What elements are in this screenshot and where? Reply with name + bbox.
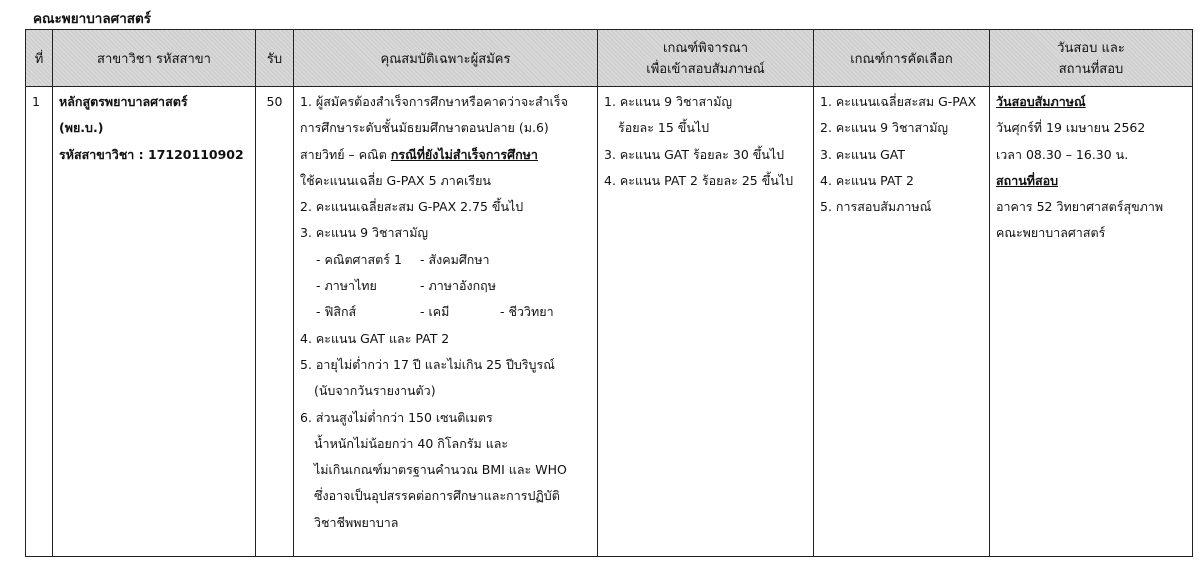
exam-place-title: สถานที่สอบ (996, 172, 1059, 188)
exam-place-line-2: คณะพยาบาลศาสตร์ (996, 225, 1106, 241)
table-row (26, 87, 1193, 557)
admission-table (25, 29, 1193, 557)
header-seats: รับ (256, 30, 294, 87)
subject-item (500, 273, 600, 299)
qual-line-14: วิชาชีพพยาบาล (314, 514, 399, 530)
qual-line-2: การศึกษาระดับชั้นมัธยมศึกษาตอนปลาย (ม.6) (300, 120, 549, 136)
interview-line-2: ร้อยละ 15 ขึ้นไป (618, 120, 710, 136)
interview-line-3: 3. คะแนน GAT ร้อยละ 30 ขึ้นไป (604, 146, 785, 162)
exam-time: เวลา 08.30 – 16.30 น. (996, 146, 1129, 162)
qual-line-6: 3. คะแนน 9 วิชาสามัญ (300, 225, 429, 241)
selection-line-5: 5. การสอบสัมภาษณ์ (820, 199, 932, 215)
qual-line-5: 2. คะแนนเฉลี่ยสะสม G-PAX 2.75 ขึ้นไป (300, 199, 524, 215)
header-exam-line1: วันสอบ และ (1057, 41, 1125, 56)
exam-place-line-1: อาคาร 52 วิทยาศาสตร์สุขภาพ (996, 199, 1164, 215)
header-exam (990, 30, 1193, 87)
cell-no (26, 87, 53, 557)
subject-item: - ชีววิทยา (500, 304, 554, 320)
cell-selection (814, 87, 990, 557)
qual-line-8: 5. อายุไม่ต่ำกว่า 17 ปี และไม่เกิน 25 ปีบริบูรณ์ (300, 356, 555, 372)
header-qualifications: คุณสมบัติเฉพาะผู้สมัคร (294, 30, 598, 87)
interview-line-1: 1. คะแนน 9 วิชาสามัญ (604, 94, 733, 109)
subject-item: - ฟิสิกส์ (316, 304, 357, 320)
qual-line-3 (300, 142, 591, 168)
cell-program (53, 87, 256, 557)
exam-date-title: วันสอบสัมภาษณ์ (996, 94, 1086, 109)
header-row (26, 30, 1193, 87)
cell-interview-criteria (598, 87, 814, 557)
interview-line-4: 4. คะแนน PAT 2 ร้อยละ 25 ขึ้นไป (604, 172, 794, 188)
qual-line-10: 6. ส่วนสูงไม่ต่ำกว่า 150 เซนติเมตร (300, 409, 493, 425)
header-interview-criteria-line2: เพื่อเข้าสอบสัมภาษณ์ (646, 62, 765, 77)
qual-line-3-text: สายวิทย์ – คณิต (300, 146, 391, 162)
subject-item: - ภาษาอังกฤษ (420, 278, 496, 294)
qual-line-11: น้ำหนักไม่น้อยกว่า 40 กิโลกรัม และ (314, 435, 509, 451)
qual-line-13: ซึ่งอาจเป็นอุปสรรคต่อการศึกษาและการปฏิบัติ (314, 488, 560, 504)
subject-row (300, 299, 591, 325)
subject-row (300, 273, 591, 299)
qual-unfinished-note: กรณีที่ยังไม่สำเร็จการศึกษา (390, 146, 538, 162)
subject-item: - ภาษาไทย (316, 278, 377, 294)
row-number: 1 (32, 94, 40, 109)
cell-seats (256, 87, 294, 557)
header-program: สาขาวิชา รหัสสาขา (53, 30, 256, 87)
subject-item (500, 247, 600, 273)
seat-count: 50 (266, 94, 283, 109)
qual-line-7: 4. คะแนน GAT และ PAT 2 (300, 330, 450, 346)
header-selection: เกณฑ์การคัดเลือก (814, 30, 990, 87)
faculty-title: คณะพยาบาลศาสตร์ (33, 11, 152, 27)
program-code: รหัสสาขาวิชา : 17120110902 (59, 146, 244, 162)
qual-line-1: 1. ผู้สมัครต้องสำเร็จการศึกษาหรือคาดว่าจะสำเร็จ (300, 94, 568, 109)
program-name: หลักสูตรพยาบาลศาสตร์ (59, 94, 188, 109)
header-no: ที่ (26, 30, 53, 87)
program-abbrev: (พย.บ.) (59, 120, 104, 136)
qual-line-9: (นับจากวันรายงานตัว) (314, 383, 436, 399)
cell-exam (990, 87, 1193, 557)
header-interview-criteria-line1: เกณฑ์พิจารณา (663, 41, 748, 56)
exam-date: วันศุกร์ที่ 19 เมษายน 2562 (996, 120, 1146, 136)
subject-row (300, 247, 591, 273)
qual-line-4: ใช้คะแนนเฉลี่ย G-PAX 5 ภาคเรียน (300, 172, 491, 188)
selection-line-3: 3. คะแนน GAT (820, 146, 905, 162)
selection-line-2: 2. คะแนน 9 วิชาสามัญ (820, 120, 949, 136)
subject-item: - คณิตศาสตร์ 1 (316, 251, 402, 267)
subject-item: - เคมี (420, 304, 450, 320)
header-interview-criteria (598, 30, 814, 87)
header-exam-line2: สถานที่สอบ (1058, 62, 1124, 77)
selection-line-4: 4. คะแนน PAT 2 (820, 172, 914, 188)
qual-line-12: ไม่เกินเกณฑ์มาตรฐานคำนวณ BMI และ WHO (314, 462, 567, 478)
subject-item: - สังคมศึกษา (420, 251, 490, 267)
cell-qualifications (294, 87, 598, 557)
selection-line-1: 1. คะแนนเฉลี่ยสะสม G-PAX (820, 94, 977, 109)
